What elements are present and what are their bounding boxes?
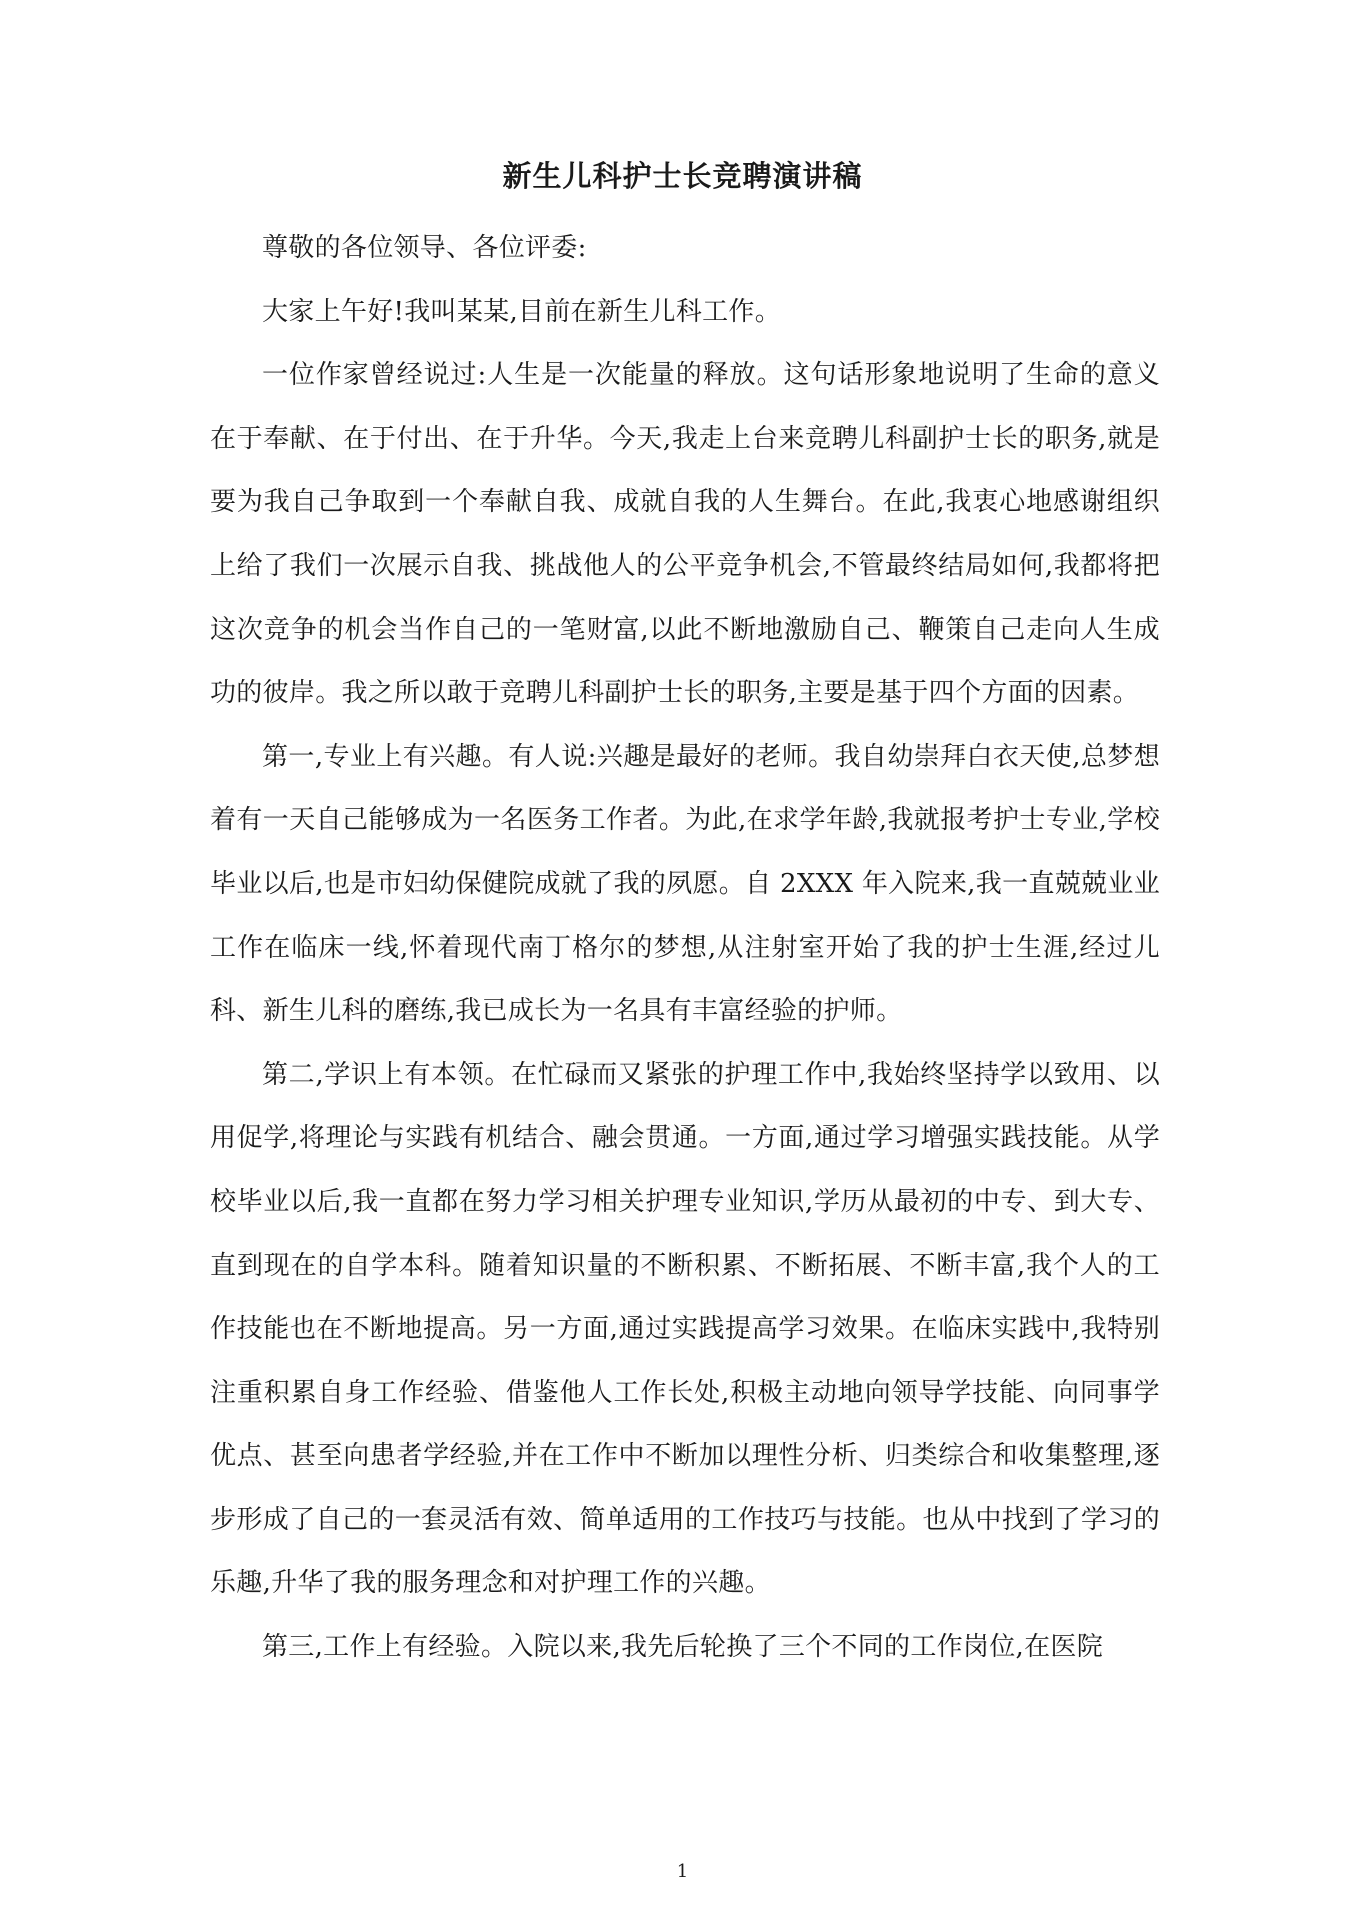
paragraph-point-two: 第二,学识上有本领。在忙碌而又紧张的护理工作中,我始终坚持学以致用、以用促学,将理论与实践有机结合、融会贯通。一方面,通过学习增强实践技能。从学校毕业以后,我一直都在努力学习相关护理专业知识,学历从最初的中专、到大专、直到现在的自学本科。随着知识量的不断积累、不断拓展、不断丰富,我个人的工作技能也在不断地提高。另一方面,通过实践提高学习效果。在临床实践中,我特别注重积累自身工作经验、借鉴他人工作长处,积极主动地向领导学技能、向同事学优点、甚至向患者学经验,并在工作中不断加以理性分析、归类综合和收集整理,逐步形成了自己的一套灵活有效、简单适用的工作技巧与技能。也从中找到了学习的乐趣,升华了我的服务理念和对护理工作的兴趣。: [210, 1059, 1160, 1599]
paragraph-salutation: 尊敬的各位领导、各位评委:: [262, 233, 587, 263]
page-number: 1: [676, 1861, 689, 1882]
paragraph-greeting: 大家上午好!我叫某某,目前在新生儿科工作。: [262, 296, 782, 327]
paragraph-introduction: 一位作家曾经说过:人生是一次能量的释放。这句话形象地说明了生命的意义在于奉献、在于付出、在于升华。今天,我走上台来竞聘儿科副护士长的职务,就是要为我自己争取到一个奉献自我、成就自我的人生舞台。在此,我衷心地感谢组织上给了我们一次展示自我、挑战他人的公平竞争机会,不管最终结局如何,我都将把这次竞争的机会当作自己的一笔财富,以此不断地激励自己、鞭策自己走向人生成功的彼岸。我之所以敢于竞聘儿科副护士长的职务,主要是基于四个方面的因素。: [210, 360, 1160, 709]
paragraph-point-three: 第三,工作上有经验。入院以来,我先后轮换了三个不同的工作岗位,在医院: [262, 1632, 1103, 1663]
document-body: [210, 217, 1160, 1680]
paragraph-point-one: 第一,专业上有兴趣。有人说:兴趣是最好的老师。我自幼崇拜白衣天使,总梦想着有一天自己能够成为一名医务工作者。为此,在求学年龄,我就报考护士专业,学校毕业以后,也是市妇幼保健院成就了我的夙愿。自 2XXX 年入院来,我一直兢兢业业工作在临床一线,怀着现代南丁格尔的梦想,从注射室开始了我的护士生涯,经过儿科、新生儿科的磨练,我已成长为一名具有丰富经验的护师。: [210, 741, 1160, 1027]
document-title: 新生儿科护士长竞聘演讲稿: [502, 159, 863, 193]
